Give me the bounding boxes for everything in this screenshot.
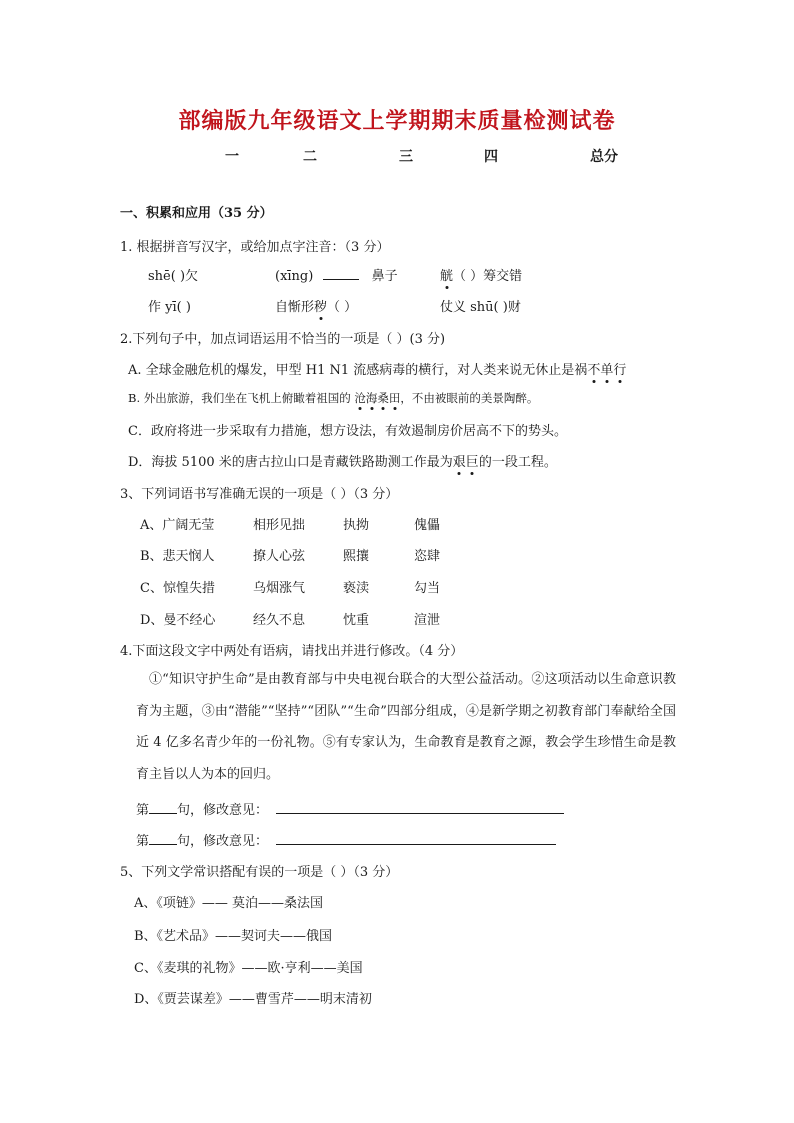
q3-option-b-4: 恣肆: [414, 549, 441, 564]
score-col-3: 三: [399, 149, 413, 165]
score-col-4: 四: [484, 149, 498, 165]
q3-option-a-1: A、广阔无莹: [140, 518, 215, 533]
q2-option-d: [128, 451, 557, 470]
q1-stem: 1. 根据拼音写汉字，或给加点字注音：（3 分）: [120, 240, 390, 255]
q2-option-b-post: ，不由被眼前的美景陶醉。: [400, 391, 539, 405]
q3-option-a-2: 相形见拙: [253, 518, 306, 533]
q4-answer-1-pre: 第: [136, 803, 150, 818]
q2-option-a-dot1: 不: [587, 363, 601, 378]
q2-option-b-text: B. 外出旅游，我们坐在飞机上俯瞰着祖国的: [128, 391, 355, 405]
q1-item-b-text: 鼻子: [371, 269, 398, 284]
q5-option-b: B、《艺术品》——契诃夫——俄国: [134, 929, 333, 944]
q5-option-c: C、《麦琪的礼物》——欧·亨利——美国: [134, 961, 363, 976]
q4-answer-2-pre: 第: [136, 834, 150, 849]
q3-option-d-4: 渲泄: [414, 613, 441, 628]
q1-item-g: 仗义 shū( )财: [440, 300, 521, 315]
q5-option-a: A、《项链》—— 莫泊——桑法国: [134, 896, 324, 911]
q5-option-d: D、《贾芸谋差》——曹雪芹——明末清初: [134, 992, 372, 1007]
q3-option-a-3: 执拗: [343, 518, 370, 533]
q4-answer-2-blank[interactable]: [149, 832, 177, 845]
q2-option-d-post: 的一段工程。: [478, 455, 557, 470]
q3-option-c-2: 乌烟涨气: [253, 581, 306, 596]
q3-option-d-2: 经久不息: [253, 613, 306, 628]
q4-answer-2-label: 句，修改意见：: [177, 834, 269, 849]
q3-option-b-1: B、悲天悯人: [140, 549, 215, 564]
q3-option-c-3: 亵渎: [343, 581, 370, 596]
q3-option-a-4: 傀儡: [414, 518, 441, 533]
q4-answer-1-label: 句，修改意见：: [177, 803, 269, 818]
q1-item-d-rest: （ ）筹交错: [453, 269, 523, 284]
q3-option-c-4: 勾当: [414, 581, 441, 596]
score-col-total: 总分: [590, 149, 618, 165]
q4-answer-1-blank[interactable]: [149, 801, 177, 814]
q1-item-f-dotted: 秽: [314, 300, 328, 315]
q2-option-d-dot2: 巨: [465, 455, 479, 470]
score-col-1: 一: [225, 149, 239, 165]
q3-option-d-3: 忱重: [343, 613, 370, 628]
q2-option-a-dot2: 单: [600, 363, 614, 378]
q2-option-b-dot3: 桑: [377, 391, 389, 405]
q1-item-f: [275, 296, 357, 315]
q2-option-b-dot4: 田: [388, 391, 401, 405]
q2-option-a-text: A. 全球金融危机的爆发，甲型 H1 N1 流感病毒的横行，对人类来说无休止是祸: [128, 363, 588, 378]
section-heading: 一、积累和应用（35 分）: [120, 206, 273, 221]
q2-option-a: [128, 359, 626, 378]
q4-answer-1: [136, 799, 564, 818]
q1-item-f-pre: 自惭形: [275, 300, 315, 315]
score-col-2: 二: [303, 149, 317, 165]
q1-item-d-dotted: 觥: [440, 269, 454, 284]
q4-stem: 4.下面这段文字中两处有语病，请找出并进行修改。（4 分）: [120, 644, 464, 659]
q3-option-b-2: 撩人心弦: [253, 549, 306, 564]
q1-item-f-post: （ ）: [327, 300, 358, 315]
q4-answer-2-line[interactable]: [276, 832, 556, 845]
q1-item-e: 作 yī( ): [148, 300, 191, 315]
q2-option-c: C．政府将进一步采取有力措施，想方设法，有效遏制房价居高不下的势头。: [128, 424, 567, 439]
q1-item-b: [275, 265, 398, 284]
q2-option-b-dot2: 海: [365, 391, 378, 405]
q1-item-d: [440, 265, 522, 284]
q2-option-b-dot1: 沧: [354, 391, 366, 405]
q3-option-c-1: C、惊惶失措: [140, 581, 215, 596]
q2-option-d-dot1: 艰: [452, 455, 466, 470]
q3-option-d-1: D、曼不经心: [140, 613, 216, 628]
q5-stem: 5、下列文学常识搭配有误的一项是（ ）（3 分）: [120, 865, 399, 880]
q2-option-b: [128, 390, 538, 406]
q2-option-d-text: D．海拔 5100 米的唐古拉山口是青藏铁路勘测工作最为: [128, 455, 453, 470]
exam-title: 部编版九年级语文上学期期末质量检测试卷: [178, 108, 616, 134]
q1-item-b-pinyin: (xīng): [275, 269, 314, 284]
q3-option-b-3: 熙攘: [343, 549, 370, 564]
q1-blank-line: [323, 267, 359, 280]
q4-passage: ①“知识守护生命”是由教育部与中央电视台联合的大型公益活动。②这项活动以生命意识教育为主题，③由“潜能”“坚持”“团队”“生命”四部分组成，④是新学期之初教育部门奉献给全国近 4 亿多名青少年的一份礼物。⑤有专家认为，生命教育是教育之源，教会学生珍惜生命是教育主旨以人为本的回归。: [136, 672, 676, 782]
q4-answer-2: [136, 830, 556, 849]
q3-stem: 3、下列词语书写准确无误的一项是（ ）（3 分）: [120, 487, 399, 502]
q1-item-a: shē( )欠: [148, 269, 199, 284]
q4-answer-1-line[interactable]: [276, 801, 564, 814]
q2-stem: 2.下列句子中，加点词语运用不恰当的一项是（ ）(3 分): [120, 332, 446, 347]
q2-option-a-dot3: 行: [613, 363, 627, 378]
